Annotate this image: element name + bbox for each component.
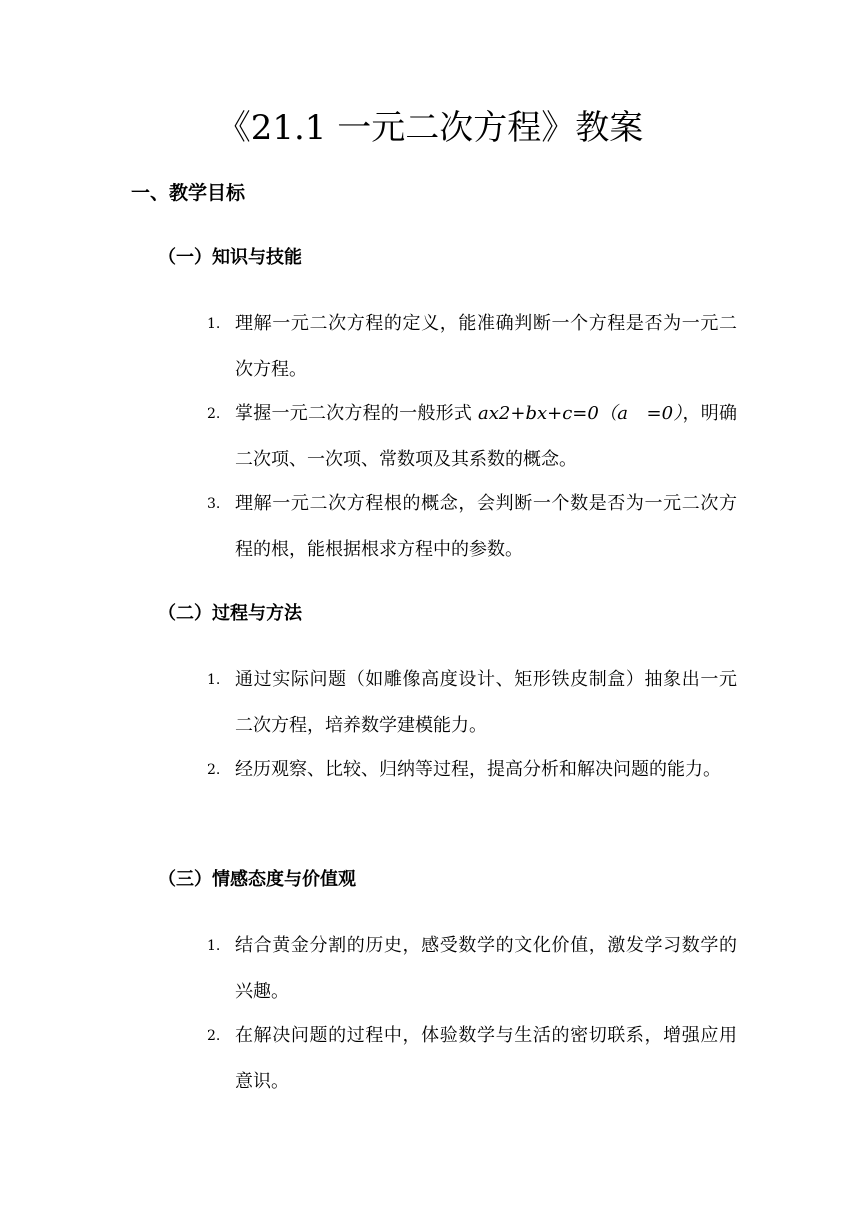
list-item-text-before: 掌握一元二次方程的一般形式 — [235, 403, 479, 424]
list-item — [207, 301, 737, 393]
list-item-text: 经历观察、比较、归纳等过程，提高分析和解决问题的能力。 — [235, 759, 721, 780]
list-item-number: 2. — [207, 762, 221, 778]
list-item-text — [235, 391, 737, 483]
section-heading-teaching-goals: 一、教学目标 — [131, 182, 246, 204]
list-item-number: 3. — [207, 496, 221, 512]
general-form-formula: ax2+bx+c=0（a =0） — [478, 403, 683, 424]
list-item-text: 理解一元二次方程根的概念，会判断一个数是否为一元二次方程的根，能根据根求方程中的参数。 — [235, 493, 737, 560]
list-item-text-after: ，明确二次项、一次项、常数项及其系数的概念。 — [235, 403, 737, 470]
document-title: 《21.1 一元二次方程》教案 — [216, 108, 644, 148]
subsection-heading-knowledge-skills: （一）知识与技能 — [158, 247, 302, 268]
list-item-number: 2. — [207, 406, 221, 422]
list-item — [207, 657, 737, 749]
list-item-number: 1. — [207, 672, 221, 688]
list-item-text: 结合黄金分割的历史，感受数学的文化价值，激发学习数学的兴趣。 — [235, 935, 737, 1002]
subsection-heading-process-methods: （二）过程与方法 — [158, 603, 302, 624]
list-item-number: 1. — [207, 938, 221, 954]
list-item — [207, 923, 737, 1015]
list-item — [207, 1013, 737, 1105]
list-item-text: 理解一元二次方程的定义，能准确判断一个方程是否为一元二次方程。 — [235, 313, 737, 380]
list-item — [207, 481, 737, 573]
list-item — [207, 747, 737, 793]
subsection-heading-attitudes-values: （三）情感态度与价值观 — [158, 869, 356, 890]
list-item-text: 通过实际问题（如雕像高度设计、矩形铁皮制盒）抽象出一元二次方程，培养数学建模能力。 — [235, 669, 737, 736]
list-item-text: 在解决问题的过程中，体验数学与生活的密切联系，增强应用意识。 — [235, 1025, 737, 1092]
list-item-number: 2. — [207, 1028, 221, 1044]
list-item-number: 1. — [207, 316, 221, 332]
list-item — [207, 391, 737, 483]
